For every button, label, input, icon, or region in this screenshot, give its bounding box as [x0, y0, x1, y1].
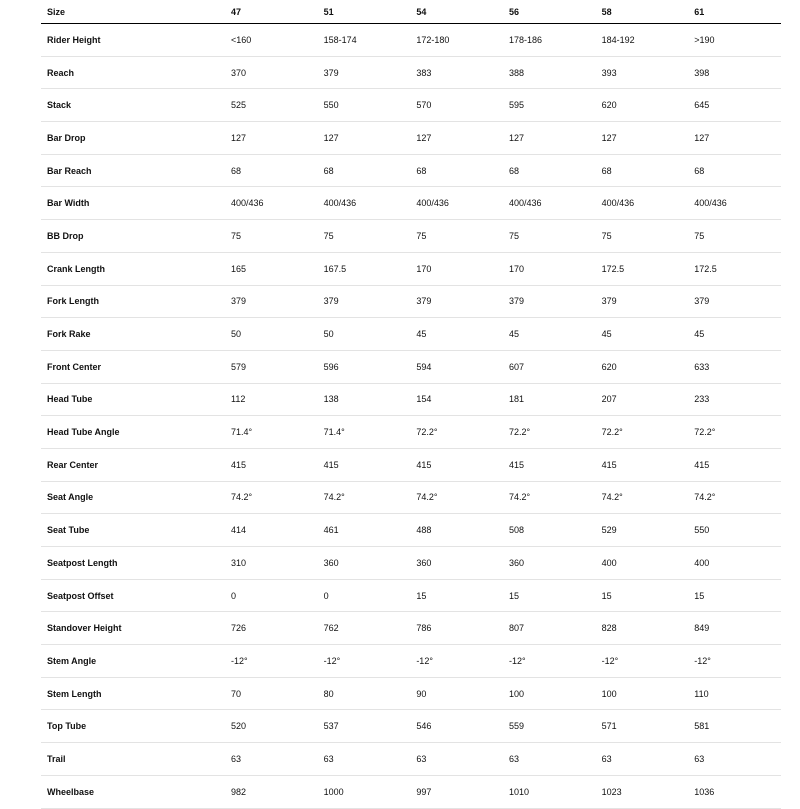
- table-cell: 172.5: [596, 252, 689, 285]
- table-cell: 74.2°: [225, 481, 318, 514]
- table-cell: 414: [225, 514, 318, 547]
- table-cell: 178-186: [503, 24, 596, 57]
- table-row: [41, 89, 781, 122]
- table-cell: 546: [410, 710, 503, 743]
- table-cell: 415: [596, 448, 689, 481]
- table-cell: 379: [410, 285, 503, 318]
- table-cell: 15: [410, 579, 503, 612]
- table-cell: 1000: [318, 775, 411, 808]
- table-cell: 400/436: [688, 187, 781, 220]
- table-cell: 15: [503, 579, 596, 612]
- row-label: Rear Center: [41, 448, 225, 481]
- row-label: Bar Drop: [41, 122, 225, 155]
- table-cell: 181: [503, 383, 596, 416]
- table-cell: 127: [318, 122, 411, 155]
- header-size-54: 54: [410, 0, 503, 24]
- table-cell: 72.2°: [688, 416, 781, 449]
- table-row: [41, 775, 781, 808]
- row-label: Trail: [41, 743, 225, 776]
- table-row: [41, 579, 781, 612]
- table-cell: 71.4°: [225, 416, 318, 449]
- table-cell: 75: [596, 220, 689, 253]
- table-cell: 570: [410, 89, 503, 122]
- table-cell: 80: [318, 677, 411, 710]
- table-cell: 68: [225, 154, 318, 187]
- row-label: Head Tube Angle: [41, 416, 225, 449]
- table-cell: 138: [318, 383, 411, 416]
- table-cell: 45: [503, 318, 596, 351]
- table-row: [41, 481, 781, 514]
- table-cell: -12°: [318, 645, 411, 678]
- row-label: BB Drop: [41, 220, 225, 253]
- table-cell: 415: [318, 448, 411, 481]
- table-cell: 595: [503, 89, 596, 122]
- table-cell: 807: [503, 612, 596, 645]
- table-row: [41, 56, 781, 89]
- row-label: Seatpost Length: [41, 547, 225, 580]
- table-cell: 508: [503, 514, 596, 547]
- table-cell: 633: [688, 350, 781, 383]
- table-cell: 100: [503, 677, 596, 710]
- table-cell: 997: [410, 775, 503, 808]
- table-cell: 112: [225, 383, 318, 416]
- table-cell: -12°: [688, 645, 781, 678]
- row-label: Fork Length: [41, 285, 225, 318]
- table-cell: 550: [318, 89, 411, 122]
- table-cell: 415: [688, 448, 781, 481]
- table-cell: 71.4°: [318, 416, 411, 449]
- table-cell: 127: [225, 122, 318, 155]
- table-cell: 170: [503, 252, 596, 285]
- table-cell: 360: [318, 547, 411, 580]
- table-cell: 75: [688, 220, 781, 253]
- table-cell: 74.2°: [596, 481, 689, 514]
- row-label: Front Center: [41, 350, 225, 383]
- row-label: Seat Tube: [41, 514, 225, 547]
- table-row: [41, 448, 781, 481]
- table-cell: 400: [596, 547, 689, 580]
- table-cell: 74.2°: [318, 481, 411, 514]
- table-cell: 50: [225, 318, 318, 351]
- table-cell: 379: [596, 285, 689, 318]
- table-cell: 74.2°: [410, 481, 503, 514]
- table-cell: 75: [503, 220, 596, 253]
- table-cell: 172-180: [410, 24, 503, 57]
- row-label: Stem Angle: [41, 645, 225, 678]
- row-label: Seatpost Offset: [41, 579, 225, 612]
- row-label: Reach: [41, 56, 225, 89]
- table-cell: 360: [410, 547, 503, 580]
- table-cell: 828: [596, 612, 689, 645]
- table-cell: 45: [596, 318, 689, 351]
- table-cell: 0: [318, 579, 411, 612]
- table-cell: 68: [596, 154, 689, 187]
- table-cell: 63: [225, 743, 318, 776]
- table-cell: 388: [503, 56, 596, 89]
- table-cell: 645: [688, 89, 781, 122]
- table-cell: 68: [410, 154, 503, 187]
- table-cell: 415: [225, 448, 318, 481]
- table-row: [41, 220, 781, 253]
- table-cell: 68: [318, 154, 411, 187]
- header-size-51: 51: [318, 0, 411, 24]
- table-cell: 537: [318, 710, 411, 743]
- header-row: [41, 0, 781, 24]
- header-size-56: 56: [503, 0, 596, 24]
- table-cell: 75: [318, 220, 411, 253]
- row-label: Crank Length: [41, 252, 225, 285]
- table-cell: 184-192: [596, 24, 689, 57]
- table-row: [41, 154, 781, 187]
- geometry-table: [41, 0, 781, 809]
- row-label: Stack: [41, 89, 225, 122]
- table-row: [41, 743, 781, 776]
- table-cell: 63: [596, 743, 689, 776]
- table-cell: 63: [503, 743, 596, 776]
- table-cell: 400/436: [410, 187, 503, 220]
- table-cell: 310: [225, 547, 318, 580]
- table-cell: >190: [688, 24, 781, 57]
- table-cell: 762: [318, 612, 411, 645]
- table-row: [41, 416, 781, 449]
- table-cell: 207: [596, 383, 689, 416]
- table-cell: 74.2°: [503, 481, 596, 514]
- table-cell: 571: [596, 710, 689, 743]
- table-cell: 165: [225, 252, 318, 285]
- table-cell: 370: [225, 56, 318, 89]
- row-label: Seat Angle: [41, 481, 225, 514]
- table-cell: 72.2°: [596, 416, 689, 449]
- table-cell: 1010: [503, 775, 596, 808]
- table-cell: 550: [688, 514, 781, 547]
- table-cell: 581: [688, 710, 781, 743]
- table-cell: 74.2°: [688, 481, 781, 514]
- table-cell: 620: [596, 89, 689, 122]
- table-cell: 398: [688, 56, 781, 89]
- table-cell: 393: [596, 56, 689, 89]
- table-cell: 726: [225, 612, 318, 645]
- table-cell: 415: [410, 448, 503, 481]
- table-cell: 360: [503, 547, 596, 580]
- table-cell: 45: [410, 318, 503, 351]
- table-cell: 415: [503, 448, 596, 481]
- table-cell: 379: [225, 285, 318, 318]
- table-cell: 127: [688, 122, 781, 155]
- table-cell: 620: [596, 350, 689, 383]
- table-cell: 579: [225, 350, 318, 383]
- row-label: Rider Height: [41, 24, 225, 57]
- table-cell: 75: [410, 220, 503, 253]
- table-row: [41, 612, 781, 645]
- table-cell: 594: [410, 350, 503, 383]
- table-cell: 70: [225, 677, 318, 710]
- table-cell: 400/436: [225, 187, 318, 220]
- table-cell: 68: [503, 154, 596, 187]
- table-row: [41, 677, 781, 710]
- table-cell: 383: [410, 56, 503, 89]
- table-cell: 15: [688, 579, 781, 612]
- table-cell: 607: [503, 350, 596, 383]
- table-cell: 1023: [596, 775, 689, 808]
- table-cell: 75: [225, 220, 318, 253]
- table-row: [41, 285, 781, 318]
- table-cell: -12°: [503, 645, 596, 678]
- table-cell: 170: [410, 252, 503, 285]
- table-row: [41, 24, 781, 57]
- table-cell: -12°: [225, 645, 318, 678]
- table-cell: 127: [410, 122, 503, 155]
- header-size-61: 61: [688, 0, 781, 24]
- table-row: [41, 350, 781, 383]
- table-cell: 110: [688, 677, 781, 710]
- table-row: [41, 645, 781, 678]
- table-cell: 379: [688, 285, 781, 318]
- table-cell: 63: [410, 743, 503, 776]
- table-cell: 167.5: [318, 252, 411, 285]
- header-size-58: 58: [596, 0, 689, 24]
- table-cell: 72.2°: [503, 416, 596, 449]
- table-cell: 0: [225, 579, 318, 612]
- geometry-table-body: [41, 24, 781, 809]
- row-label: Standover Height: [41, 612, 225, 645]
- table-row: [41, 710, 781, 743]
- row-label: Top Tube: [41, 710, 225, 743]
- table-cell: 849: [688, 612, 781, 645]
- table-cell: 68: [688, 154, 781, 187]
- table-cell: 379: [503, 285, 596, 318]
- table-row: [41, 547, 781, 580]
- geometry-table-header: [41, 0, 781, 24]
- table-cell: 488: [410, 514, 503, 547]
- table-cell: 154: [410, 383, 503, 416]
- table-row: [41, 514, 781, 547]
- table-cell: 90: [410, 677, 503, 710]
- table-cell: 379: [318, 285, 411, 318]
- table-cell: 559: [503, 710, 596, 743]
- table-cell: 50: [318, 318, 411, 351]
- table-cell: 400/436: [318, 187, 411, 220]
- table-cell: 15: [596, 579, 689, 612]
- table-cell: <160: [225, 24, 318, 57]
- table-row: [41, 122, 781, 155]
- table-cell: -12°: [410, 645, 503, 678]
- row-label: Fork Rake: [41, 318, 225, 351]
- table-cell: 982: [225, 775, 318, 808]
- table-cell: 63: [688, 743, 781, 776]
- table-cell: 100: [596, 677, 689, 710]
- table-cell: 63: [318, 743, 411, 776]
- row-label: Wheelbase: [41, 775, 225, 808]
- table-cell: 525: [225, 89, 318, 122]
- table-cell: 596: [318, 350, 411, 383]
- table-cell: 400: [688, 547, 781, 580]
- table-cell: -12°: [596, 645, 689, 678]
- table-cell: 400/436: [596, 187, 689, 220]
- row-label: Bar Reach: [41, 154, 225, 187]
- header-size-label: Size: [41, 0, 225, 24]
- table-cell: 529: [596, 514, 689, 547]
- table-cell: 72.2°: [410, 416, 503, 449]
- table-cell: 520: [225, 710, 318, 743]
- table-cell: 461: [318, 514, 411, 547]
- table-row: [41, 383, 781, 416]
- table-cell: 158-174: [318, 24, 411, 57]
- table-cell: 45: [688, 318, 781, 351]
- table-cell: 127: [503, 122, 596, 155]
- table-row: [41, 318, 781, 351]
- table-row: [41, 187, 781, 220]
- table-cell: 127: [596, 122, 689, 155]
- table-cell: 379: [318, 56, 411, 89]
- header-size-47: 47: [225, 0, 318, 24]
- table-cell: 400/436: [503, 187, 596, 220]
- row-label: Head Tube: [41, 383, 225, 416]
- row-label: Bar Width: [41, 187, 225, 220]
- table-cell: 172.5: [688, 252, 781, 285]
- row-label: Stem Length: [41, 677, 225, 710]
- table-row: [41, 252, 781, 285]
- table-cell: 233: [688, 383, 781, 416]
- table-cell: 786: [410, 612, 503, 645]
- table-cell: 1036: [688, 775, 781, 808]
